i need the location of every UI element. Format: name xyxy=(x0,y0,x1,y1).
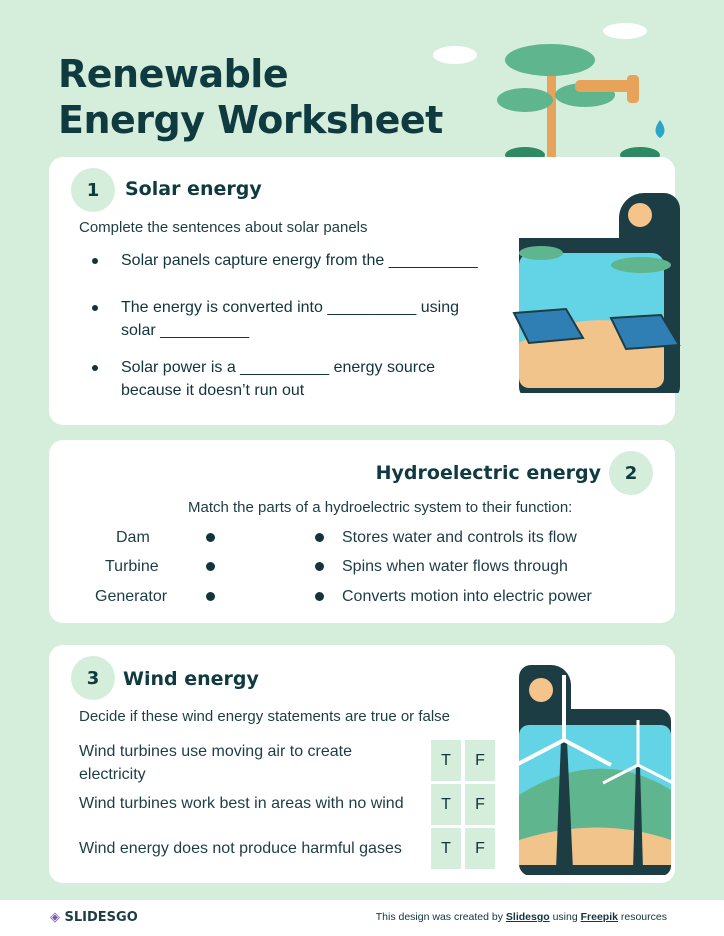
true-option[interactable]: T xyxy=(431,828,461,869)
footer xyxy=(0,900,724,936)
function-label: Stores water and controls its flow xyxy=(342,529,577,546)
section-number: 3 xyxy=(71,656,115,700)
slidesgo-logo: ◈ SLIDESGO xyxy=(50,910,138,925)
slidesgo-logo-icon: ◈ xyxy=(50,910,65,925)
solar-panel-illustration xyxy=(511,193,681,393)
page-title: Renewable Energy Worksheet xyxy=(58,52,443,142)
list-item: Solar power is a __________ energy source because it doesn’t run out xyxy=(121,356,491,402)
function-label: Spins when water flows through xyxy=(342,558,568,575)
wind-turbine-illustration xyxy=(511,665,681,875)
instruction: Decide if these wind energy statements are true or false xyxy=(79,708,451,725)
match-dot[interactable] xyxy=(315,533,324,542)
instruction: Complete the sentences about solar panels xyxy=(79,219,368,236)
part-label: Generator xyxy=(95,588,168,605)
hydroelectric-energy-section xyxy=(49,440,675,623)
match-dot[interactable] xyxy=(315,562,324,571)
match-dot[interactable] xyxy=(315,592,324,601)
section-number: 1 xyxy=(71,168,115,212)
list-item: Solar panels capture energy from the __________ xyxy=(121,249,491,272)
statement: Wind turbines work best in areas with no wind xyxy=(79,795,404,812)
statement: Wind energy does not produce harmful gases xyxy=(79,840,402,857)
section-heading: Solar energy xyxy=(125,178,262,200)
section-heading: Hydroelectric energy xyxy=(375,462,601,484)
tree-faucet-illustration xyxy=(405,15,705,160)
slidesgo-link[interactable]: Slidesgo xyxy=(505,911,550,923)
list-item: The energy is converted into __________ using solar __________ xyxy=(121,296,491,342)
credit-text: This design was created by Slidesgo using Freepik resources xyxy=(375,911,667,923)
false-option[interactable]: F xyxy=(465,740,495,781)
match-dot[interactable] xyxy=(206,533,215,542)
false-option[interactable]: F xyxy=(465,828,495,869)
true-option[interactable]: T xyxy=(431,740,461,781)
function-label: Converts motion into electric power xyxy=(342,588,592,605)
part-label: Dam xyxy=(116,529,150,546)
false-option[interactable]: F xyxy=(465,784,495,825)
instruction: Match the parts of a hydroelectric system to their function: xyxy=(188,499,573,516)
statement: Wind turbines use moving air to create electricity xyxy=(79,743,353,783)
true-option[interactable]: T xyxy=(431,784,461,825)
match-dot[interactable] xyxy=(206,592,215,601)
section-number: 2 xyxy=(609,451,653,495)
section-heading: Wind energy xyxy=(123,668,259,690)
solar-energy-section xyxy=(49,157,675,425)
part-label: Turbine xyxy=(105,558,159,575)
wind-energy-section xyxy=(49,645,675,883)
freepik-link[interactable]: Freepik xyxy=(580,911,618,923)
match-dot[interactable] xyxy=(206,562,215,571)
